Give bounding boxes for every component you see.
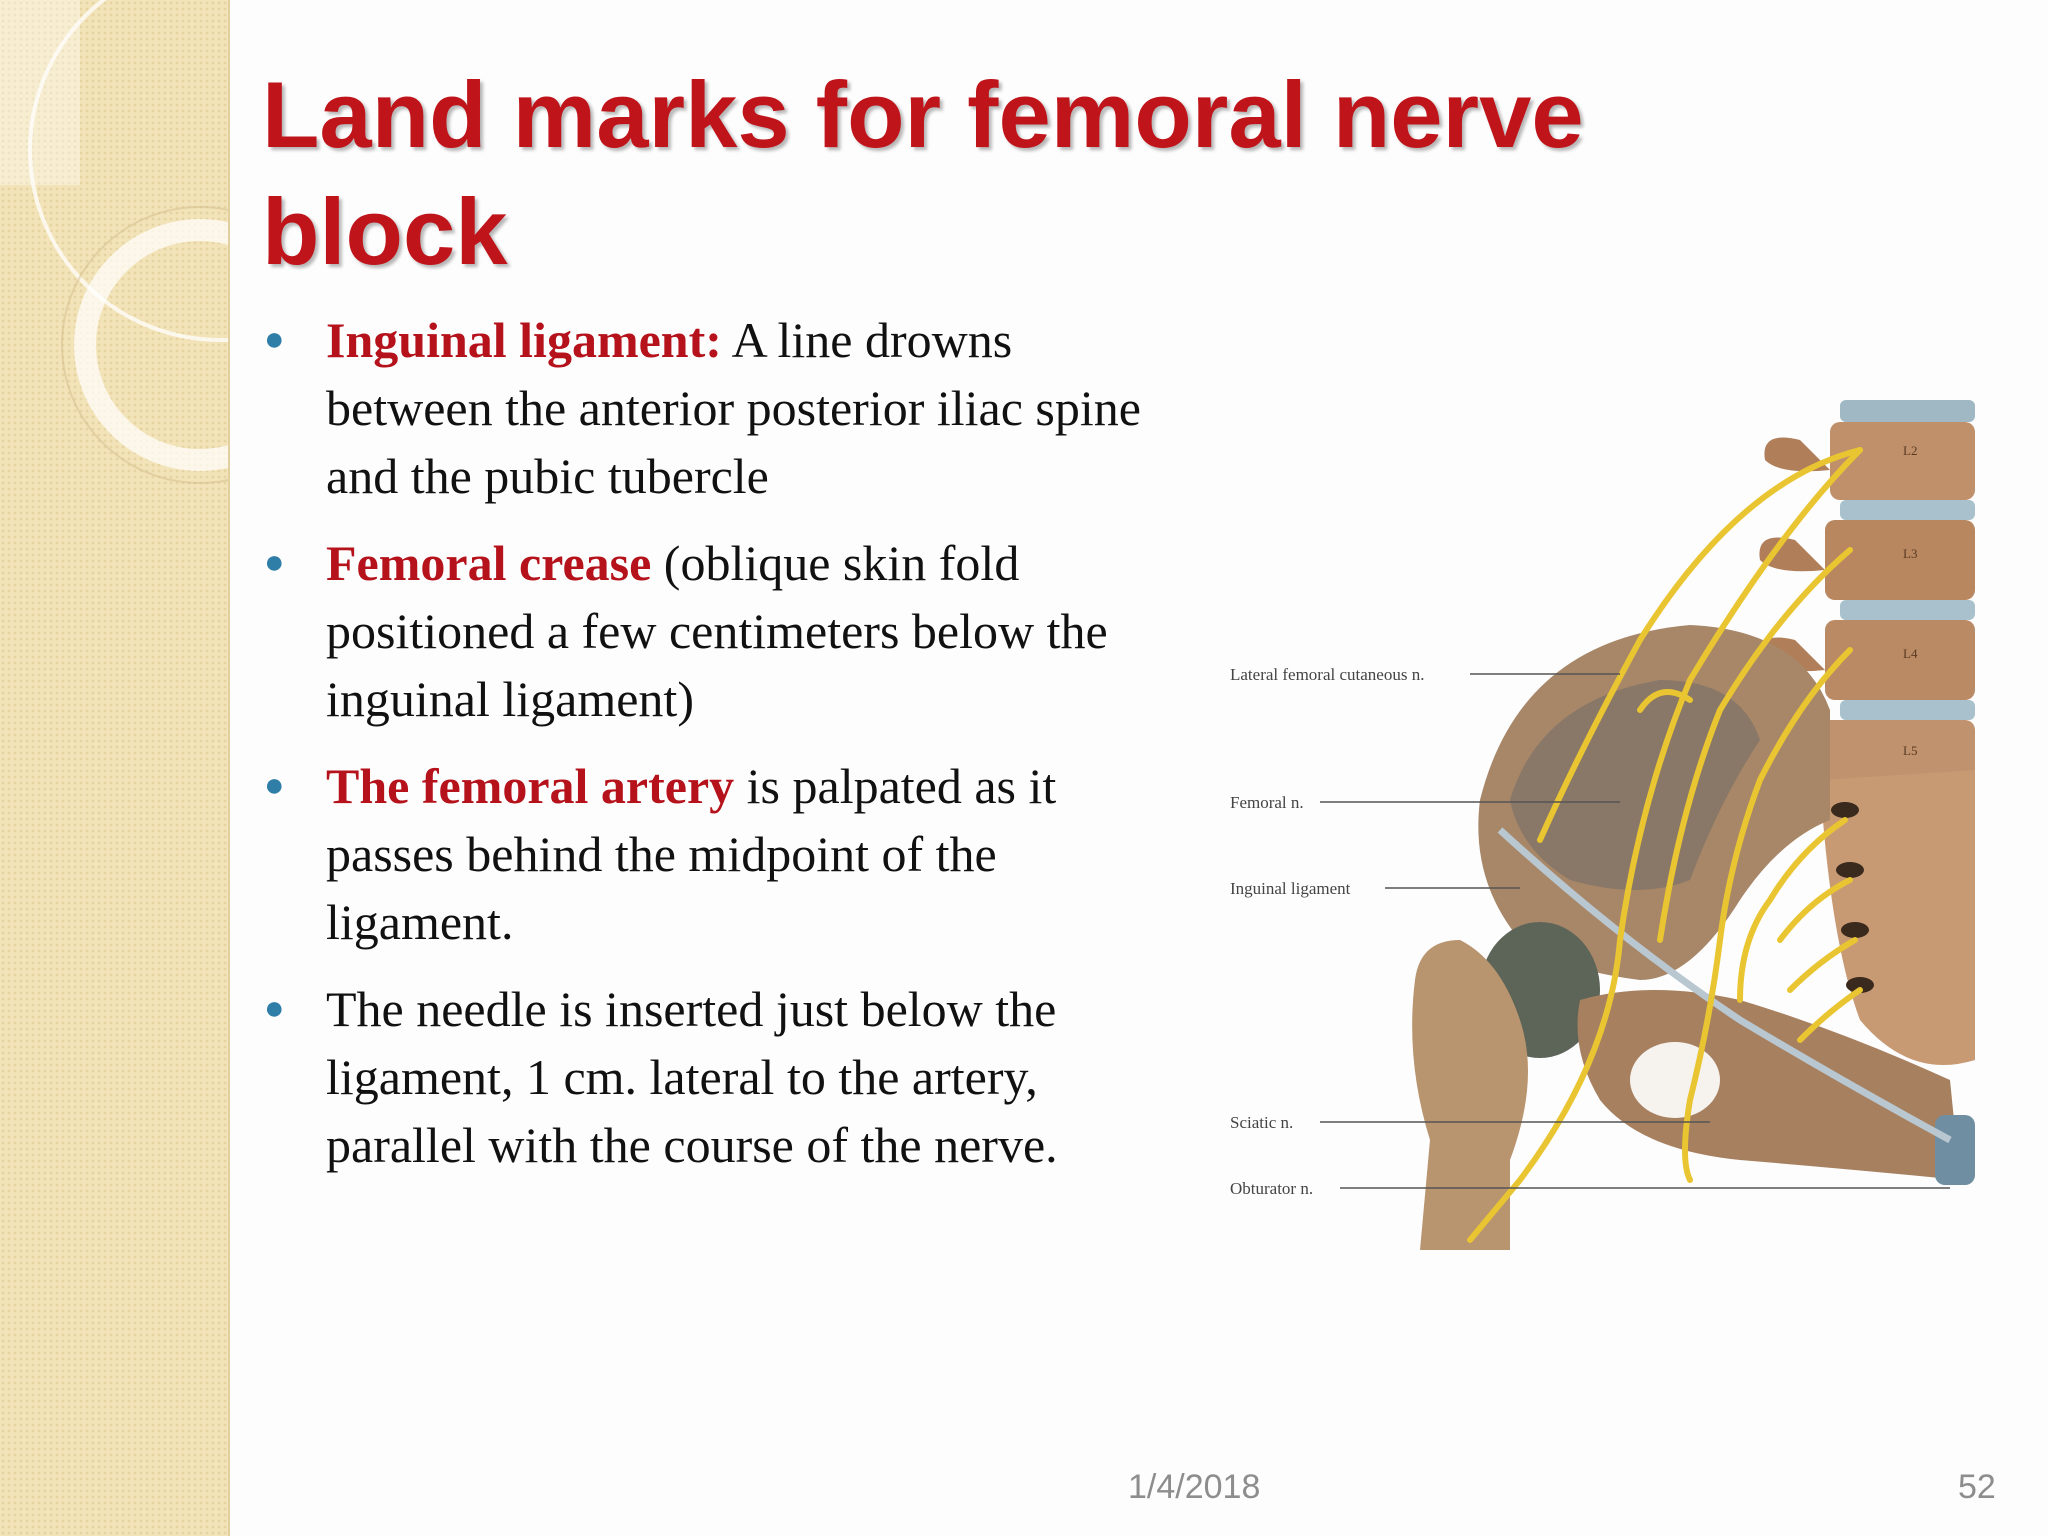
- label-sciatic-nerve: Sciatic n.: [1230, 1113, 1294, 1132]
- bullet-text: is palpated as it passes behind the midpoint of the ligament.: [326, 758, 1057, 950]
- vertebra-label: L3: [1903, 546, 1918, 561]
- bullet-item: [262, 306, 1142, 510]
- bullet-icon: ●: [264, 544, 285, 581]
- anatomy-illustration: [1220, 380, 1980, 1250]
- bullet-icon: ●: [264, 990, 285, 1027]
- bullet-text: The needle is inserted just below the ligament, 1 cm. lateral to the artery, parallel with the course of the nerve.: [326, 981, 1058, 1173]
- label-femoral-nerve: Femoral n.: [1230, 793, 1304, 812]
- slide-number: 52: [1958, 1468, 1996, 1506]
- vertebra-label: L4: [1903, 646, 1918, 661]
- pelvis-nerve-drawing: [1220, 380, 1980, 1250]
- label-obturator-nerve: Obturator n.: [1230, 1179, 1314, 1198]
- bullet-highlight: The femoral artery: [326, 758, 735, 814]
- slide-title: Land marks for femoral nerve block: [262, 62, 1584, 284]
- bullet-text: (oblique skin fold positioned a few centimeters below the inguinal ligament): [326, 535, 1108, 727]
- bullet-item: [262, 752, 1142, 956]
- label-lateral-femoral-cutaneous: Lateral femoral cutaneous n.: [1230, 665, 1425, 684]
- vertebra-label: L2: [1903, 443, 1918, 458]
- sidebar-rings-decoration: [0, 0, 228, 1536]
- bullet-list: [262, 306, 1142, 1198]
- bullet-text: A line drowns between the anterior posterior iliac spine and the pubic tubercle: [326, 312, 1141, 504]
- label-inguinal-ligament: Inguinal ligament: [1230, 879, 1351, 898]
- bullet-highlight: Inguinal ligament:: [326, 312, 722, 368]
- pubic-symphysis: [1935, 1115, 1975, 1185]
- bullet-item: [262, 529, 1142, 733]
- slide-date: 1/4/2018: [1128, 1468, 1261, 1506]
- bullet-highlight: Femoral crease: [326, 535, 652, 591]
- bullet-icon: ●: [264, 321, 285, 358]
- vertebra-label: L5: [1903, 743, 1918, 758]
- decorative-sidebar: [0, 0, 230, 1536]
- bullet-icon: ●: [264, 767, 285, 804]
- bullet-item: [262, 975, 1142, 1179]
